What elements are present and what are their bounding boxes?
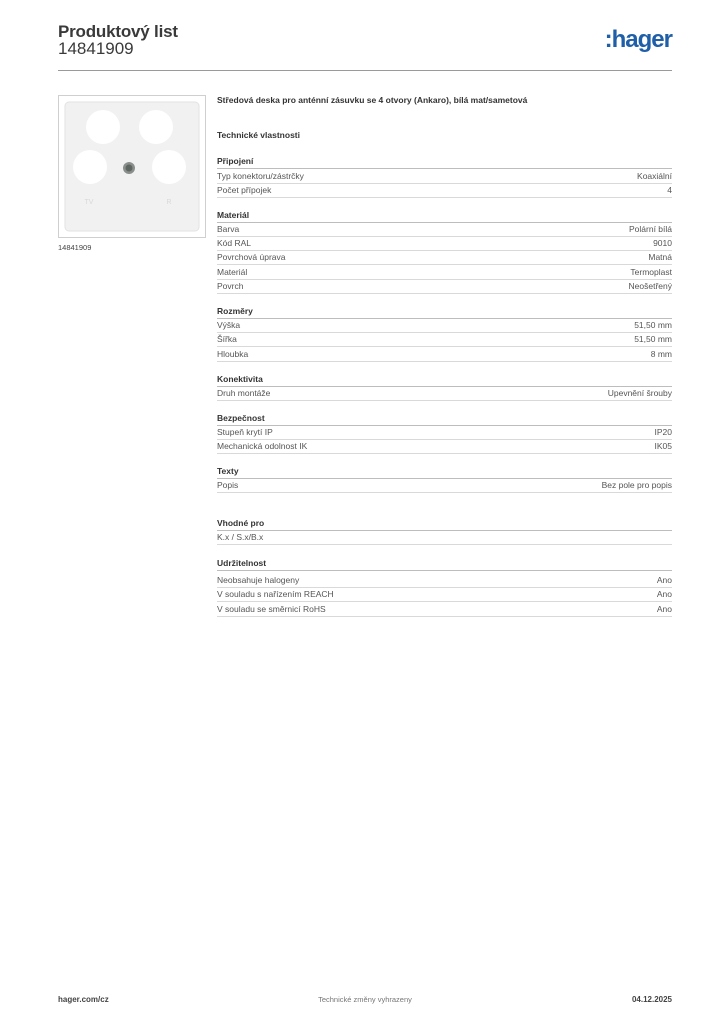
row-label: Šířka [217, 334, 237, 344]
table-row [217, 426, 672, 440]
table-row [217, 333, 672, 347]
row-value: Termoplast [630, 267, 672, 277]
table-row [217, 603, 672, 617]
row-value: 8 mm [650, 349, 672, 359]
product-image [59, 96, 205, 237]
row-value: IP20 [654, 427, 672, 437]
section-title-material: Materiál [217, 209, 672, 223]
row-label: Výška [217, 320, 241, 330]
row-label: Materiál [217, 267, 248, 277]
logo-text: hager [611, 26, 672, 53]
row-value: Koaxiální [637, 171, 672, 181]
row-label: Mechanická odolnost IK [217, 441, 308, 451]
footer-note: Technické změny vyhrazeny [318, 995, 412, 1004]
row-label: Druh montáže [217, 388, 271, 398]
hager-logo: :hager [604, 26, 672, 53]
table-row [217, 348, 672, 362]
document-title: Produktový list [58, 22, 178, 41]
row-value: Polární bílá [629, 224, 672, 234]
row-label: Barva [217, 224, 240, 234]
table-row [217, 319, 672, 333]
section-title-bezpecnost: Bezpečnost [217, 412, 672, 426]
table-row [217, 574, 672, 588]
row-label: K.x / S.x/B.x [217, 532, 264, 542]
image-label-tv: TV [84, 199, 94, 206]
section-title-rozmery: Rozměry [217, 305, 672, 319]
document-header [58, 20, 672, 71]
section-title-udrzitelnost: Udržitelnost [217, 557, 672, 571]
footer-date: 04.12.2025 [631, 995, 672, 1004]
table-row [217, 387, 672, 401]
row-label: Typ konektoru/zástrčky [217, 171, 304, 181]
section-title-pripojeni: Připojení [217, 155, 672, 169]
row-label: Stupeň krytí IP [217, 427, 273, 437]
row-value: Ano [656, 604, 672, 614]
table-row [217, 170, 672, 184]
table-row [217, 531, 672, 545]
section-title-vhodne-pro: Vhodné pro [217, 517, 672, 531]
section-title-konektivita: Konektivita [217, 373, 672, 387]
product-image-frame [58, 95, 206, 238]
row-label: Povrch [217, 281, 244, 291]
row-value: Bez pole pro popis [601, 480, 672, 490]
document-footer [58, 995, 672, 1009]
row-value: IK05 [654, 441, 672, 451]
row-label: Neobsahuje halogeny [217, 575, 300, 585]
row-value: Ano [656, 589, 672, 599]
table-row [217, 440, 672, 454]
table-row [217, 251, 672, 265]
table-row [217, 184, 672, 198]
table-row [217, 223, 672, 237]
row-value: Neošetřený [628, 281, 672, 291]
table-row [217, 237, 672, 251]
section-title-texty: Texty [217, 465, 672, 479]
row-value: Matná [648, 252, 672, 262]
row-label: Povrchová úprava [217, 252, 286, 262]
tech-properties-heading: Technické vlastnosti [217, 130, 300, 140]
table-row [217, 266, 672, 280]
footer-website-link[interactable]: hager.com/cz [58, 995, 109, 1004]
image-label-r: R [166, 199, 172, 206]
product-number: 14841909 [58, 39, 134, 58]
row-label: V souladu se směrnicí RoHS [217, 604, 326, 614]
row-label: Kód RAL [217, 238, 252, 248]
table-row [217, 588, 672, 602]
product-image-caption: 14841909 [58, 243, 92, 252]
row-label: Hloubka [217, 349, 249, 359]
row-value: Upevnění šrouby [607, 388, 672, 398]
row-label: Počet přípojek [217, 185, 272, 195]
row-value: 51,50 mm [634, 334, 672, 344]
table-row [217, 479, 672, 493]
table-row [217, 280, 672, 294]
row-value: Ano [656, 575, 672, 585]
row-label: Popis [217, 480, 239, 490]
row-value: 4 [667, 185, 672, 195]
row-label: V souladu s nařízením REACH [217, 589, 334, 599]
product-headline: Středová deska pro anténní zásuvku se 4 otvory (Ankaro), bílá mat/sametová [217, 95, 528, 105]
row-value: 51,50 mm [634, 320, 672, 330]
row-value: 9010 [653, 238, 672, 248]
